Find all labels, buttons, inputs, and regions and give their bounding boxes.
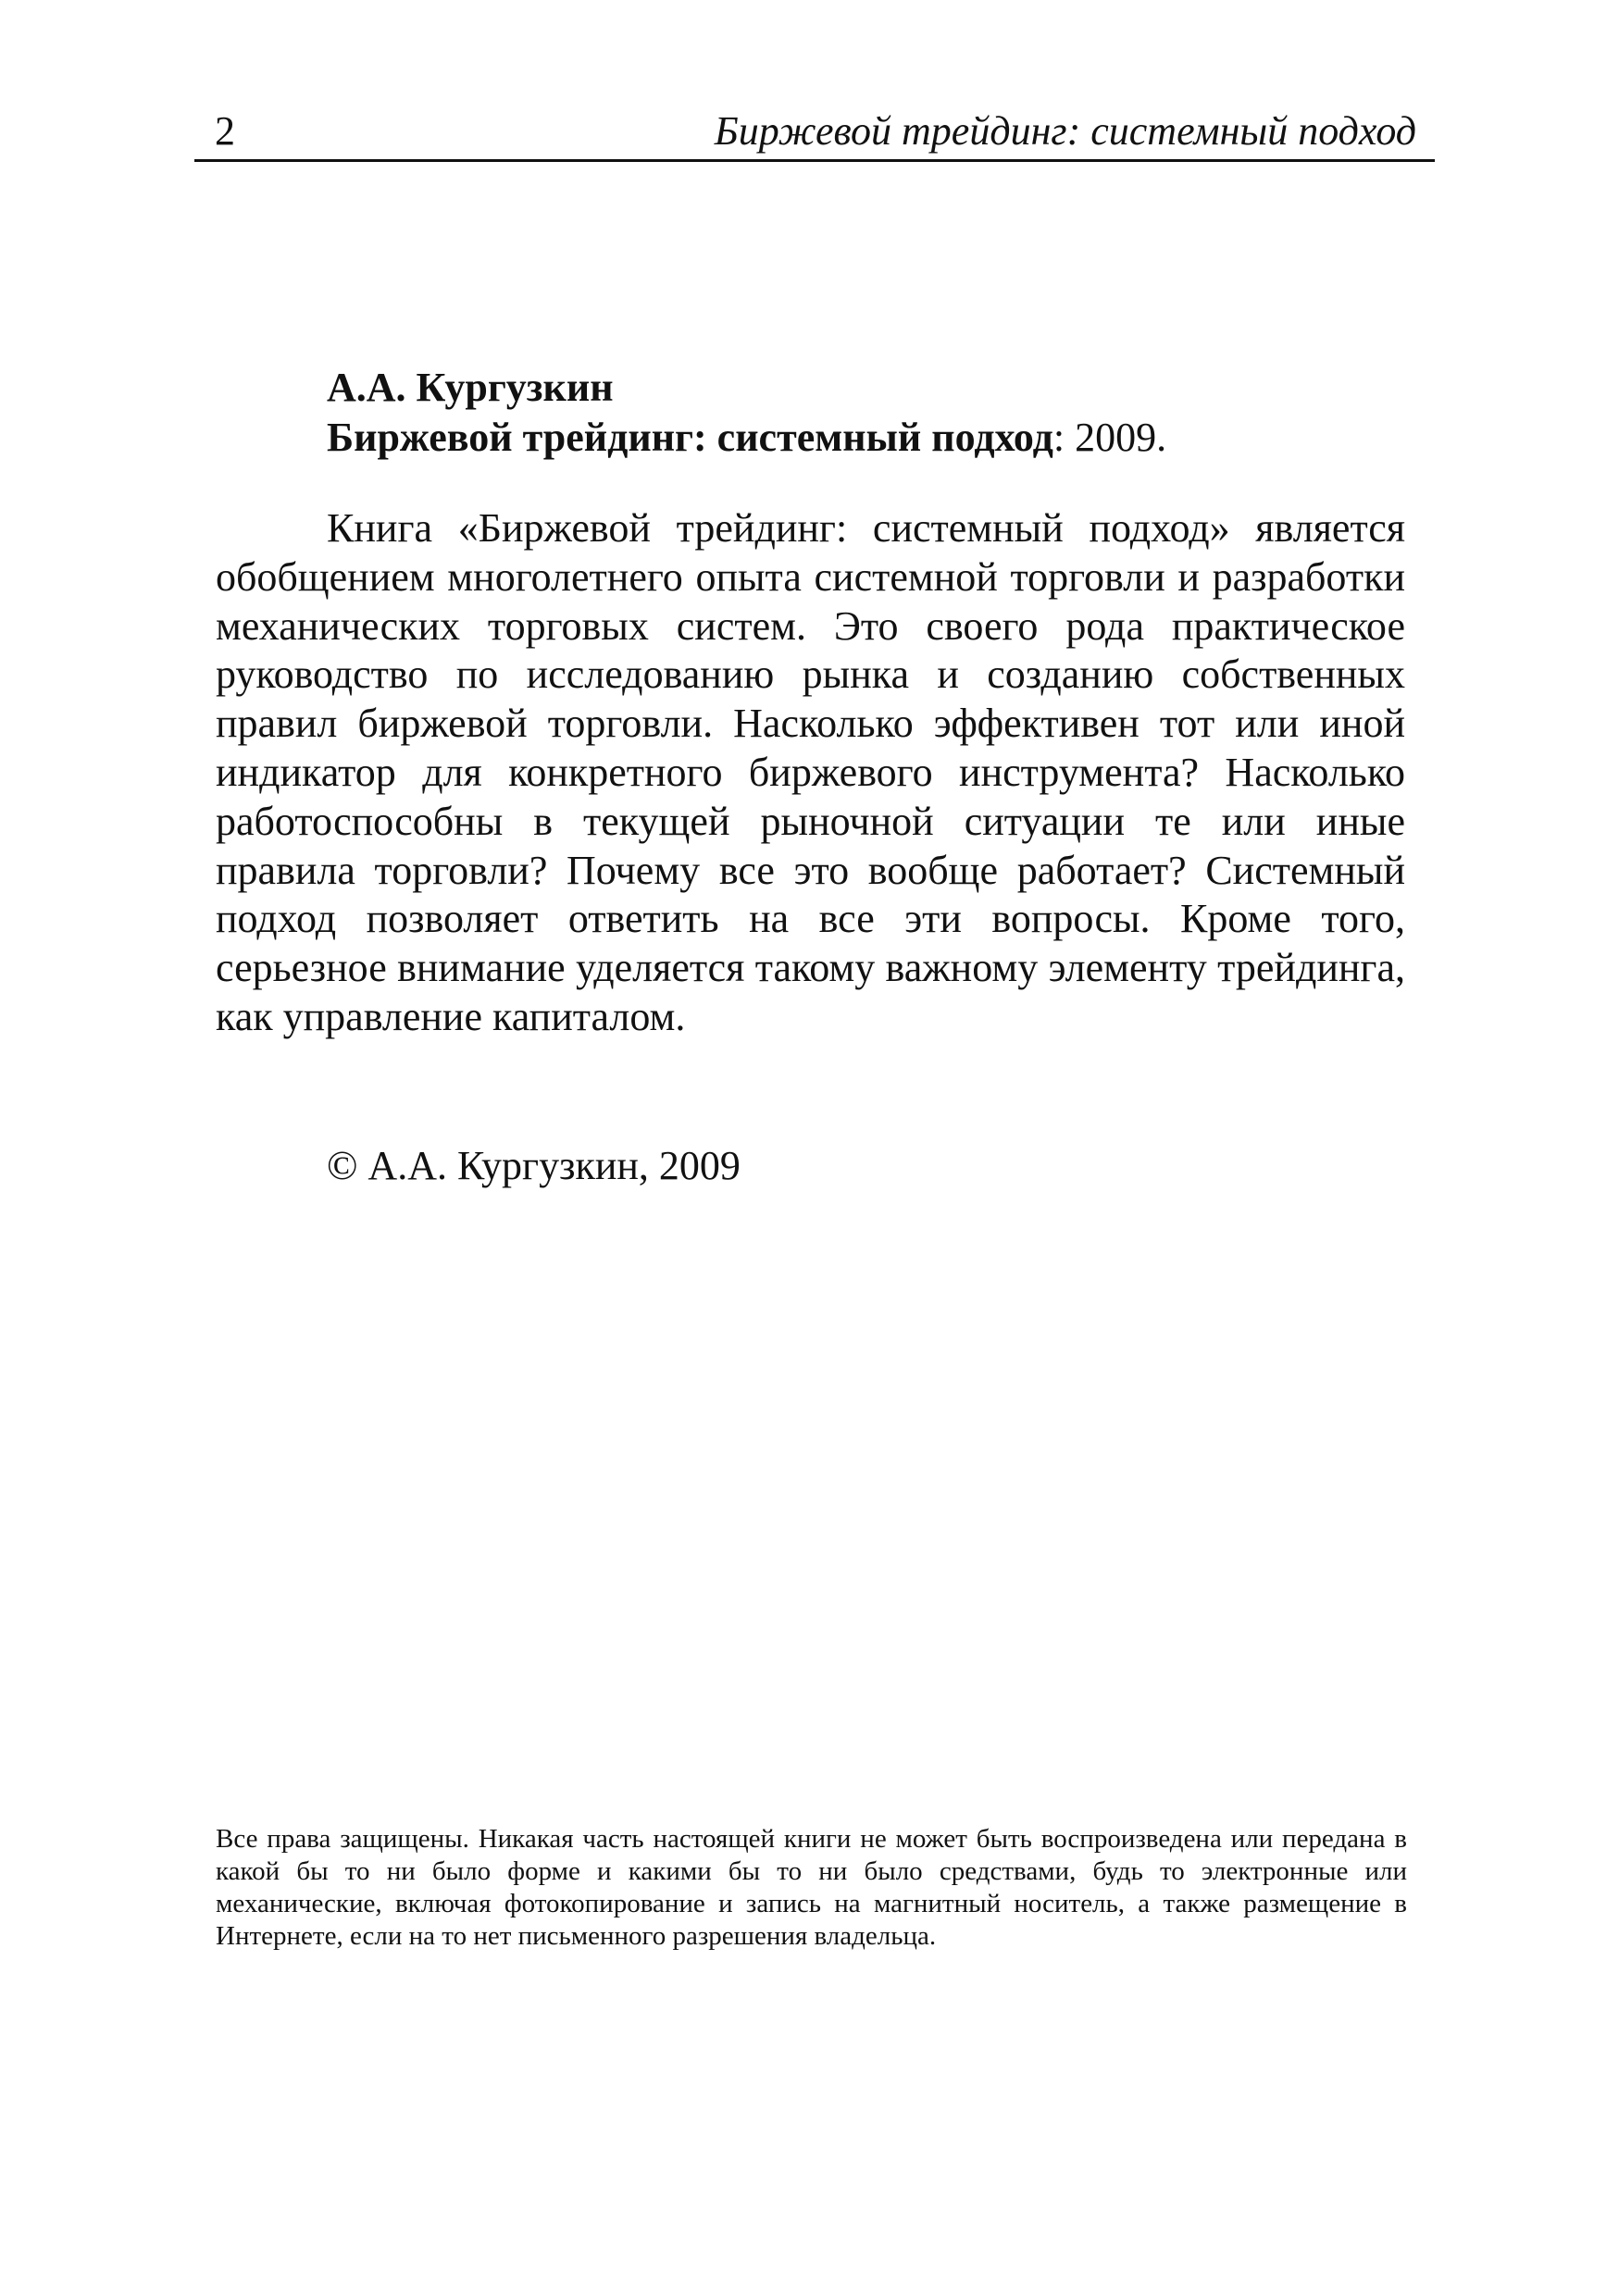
book-title-line <box>327 413 1419 463</box>
title-block <box>327 363 1419 463</box>
copyright-line: © А.А. Кургузкин, 2009 <box>327 1143 741 1188</box>
running-title: Биржевой трейдинг: системный подход <box>714 108 1416 154</box>
book-title: Биржевой трейдинг: системный подход <box>327 415 1053 460</box>
author-name: А.А. Кургузкин <box>327 365 614 410</box>
rights-notice: Все права защищены. Никакая часть настоящей книги не может быть воспроизведена или передана в какой бы то ни было форме и какими бы то ни было средствами, будь то электронные или механические, включая фотокопирование и запись на магнитный носитель, а также размещение в Интернете, если на то нет письменного разрешения владельца. <box>216 1824 1407 1951</box>
book-annotation: Книга «Биржевой трейдинг: системный подход» является обобщением многолетнего опыта системной торговли и разработки механических торговых систем. Это своего рода практическое руководство по исследованию рынка и созданию собственных правил биржевой торговли. Насколько эффективен тот или иной индикатор для конкретного биржевого инструмента? Насколько работоспособны в текущей рыночной ситуации те или иные правила торговли? Почему все это вообще работает? Системный подход позволяет ответить на все эти вопросы. Кроме того, серьезное внимание уделяется такому важному элементу трейдинга, как управление капиталом. <box>216 505 1405 1039</box>
page-number: 2 <box>215 108 235 154</box>
publication-year: : 2009. <box>1052 415 1167 460</box>
running-header <box>194 104 1435 162</box>
